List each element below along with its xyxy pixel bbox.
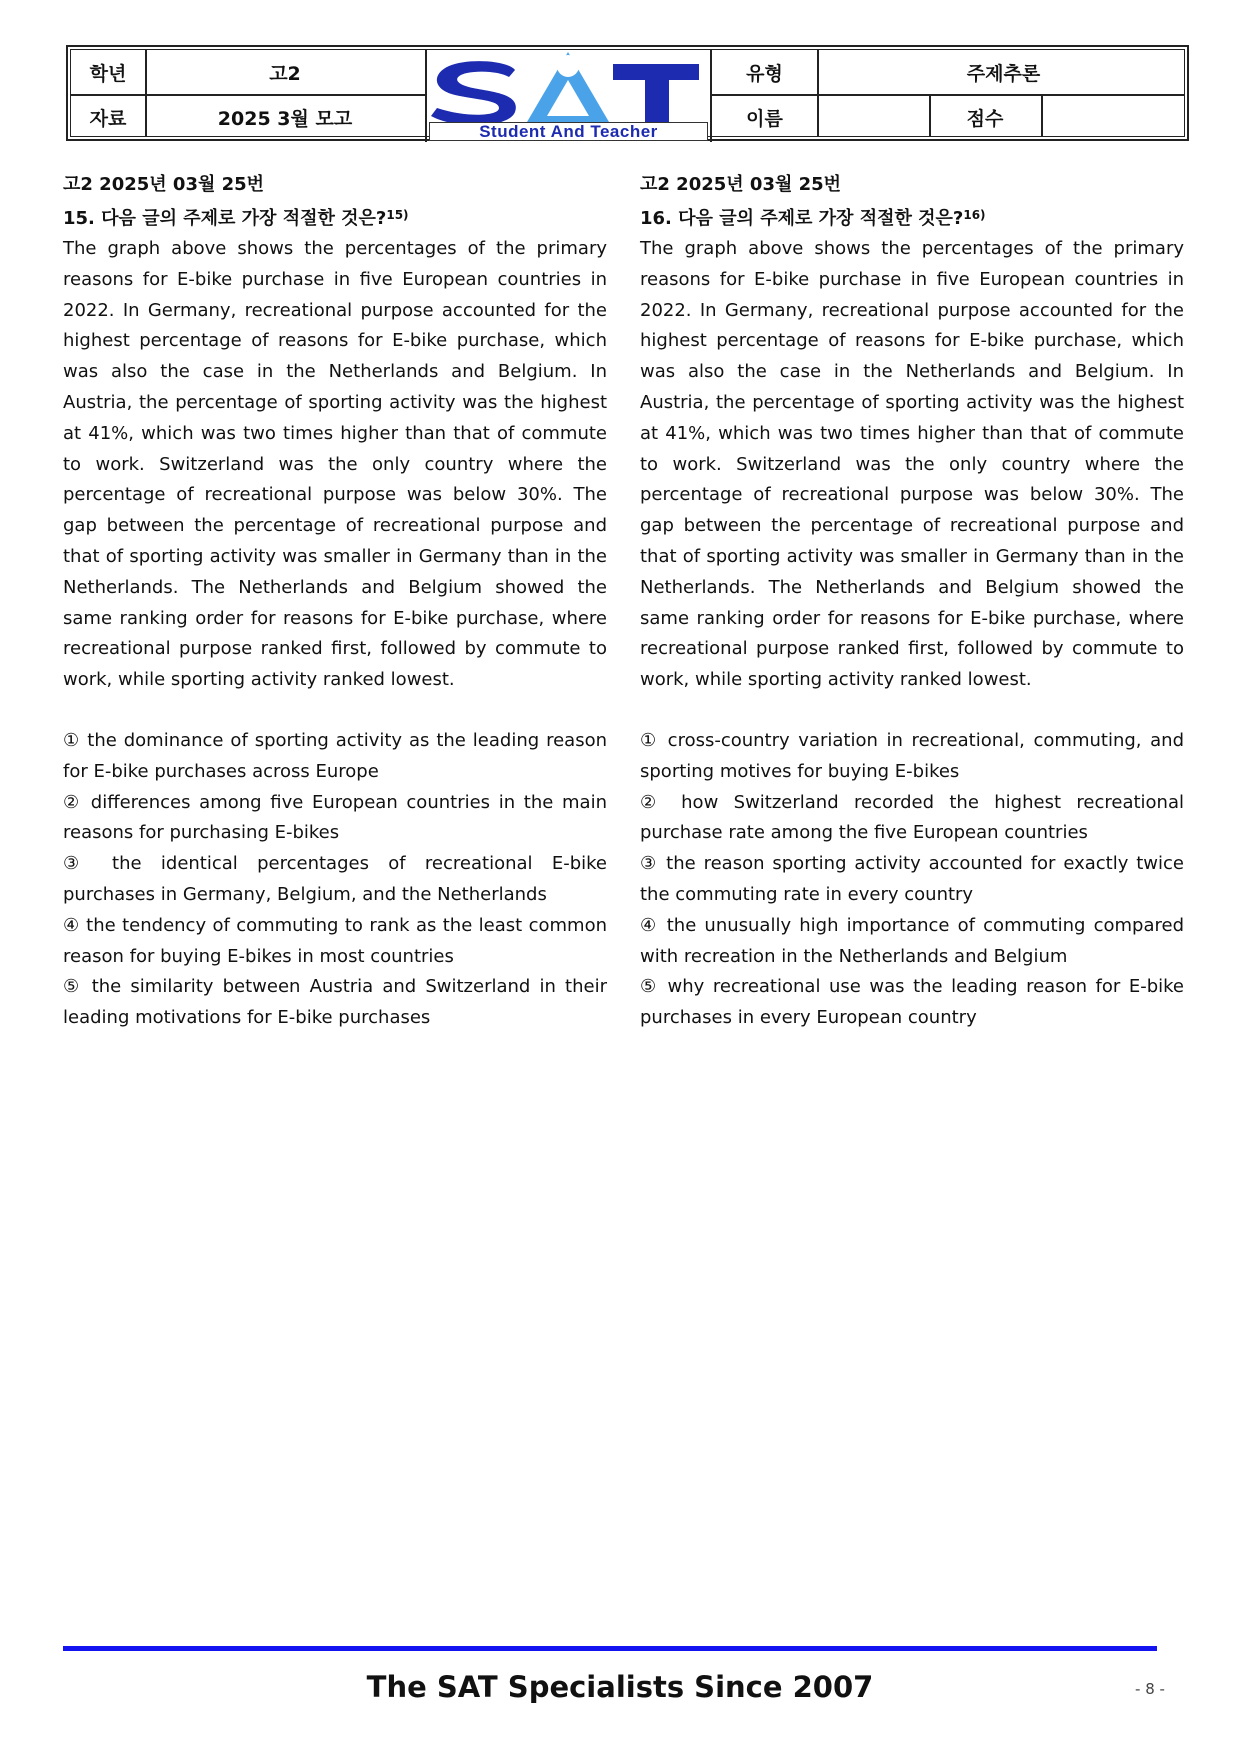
answer-option-4[interactable]: ④ the tendency of commuting to rank as the least common reason for buying E-bikes in most countries [63, 914, 607, 967]
answer-option-1[interactable]: ① the dominance of sporting activity as the leading reason for E-bike purchases across Europe [63, 729, 607, 782]
footer-title: The SAT Specialists Since 2007 [366, 1670, 874, 1704]
logo-letter-s [431, 61, 516, 125]
logo-tagline: Student And Teacher [429, 122, 708, 141]
page-number: - 8 - [1135, 1680, 1165, 1698]
answer-option-1[interactable]: ① cross-country variation in recreational, commuting, and sporting motives for buying E-bikes [640, 729, 1184, 782]
answer-option-4[interactable]: ④ the unusually high importance of commuting compared with recreation in the Netherlands and Belgium [640, 914, 1184, 967]
passage-text: The graph above shows the percentages of the primary reasons for E-bike purchase in five European countries in 2022. In Germany, recreational purpose accounted for the highest percentage of reasons for E-bike purchase, which was also the case in the Netherlands and Belgium. In Austria, the percentage of sporting activity was the highest at 41%, which was two times higher than that of commute to work. Switzerland was the only country where the percentage of recreational purpose was below 30%. The gap between the percentage of recreational purpose and that of sporting activity was smaller in Germany than in the Netherlands. The Netherlands and Belgium showed the same ranking order for reasons for E-bike purchase, where recreational purpose ranked first, followed by commute to work, while sporting activity ranked lowest. [63, 238, 607, 691]
answer-option-5[interactable]: ⑤ why recreational use was the leading reason for E-bike purchases in every European country [640, 976, 1184, 1029]
material-label: 자료 [89, 107, 127, 130]
material-value: 2025 3월 모고 [217, 107, 353, 130]
question-source: 고2 2025년 03월 25번 [63, 174, 265, 195]
name-field[interactable] [817, 94, 929, 140]
header-table-inner [70, 49, 1185, 141]
question-prompt: 15. 다음 글의 주제로 가장 적절한 것은? [63, 208, 387, 229]
footer-divider [63, 1646, 1157, 1651]
type-value: 주제추론 [966, 62, 1041, 85]
grade-value: 고2 [269, 62, 301, 85]
question-title [640, 200, 1184, 234]
answer-option-3[interactable]: ③ the reason sporting activity accounted for exactly twice the commuting rate in every country [640, 853, 1184, 905]
answer-option-2[interactable]: ② differences among five European countries in the main reasons for purchasing E-bikes [63, 791, 607, 844]
score-label: 점수 [966, 107, 1004, 130]
answer-options [63, 726, 607, 1034]
sat-logo [425, 50, 712, 142]
footnote-marker: 16) [963, 208, 986, 222]
footnote-marker: 15) [386, 208, 409, 222]
answer-option-2[interactable]: ② how Switzerland recorded the highest recreational purchase rate among the five European countries [640, 791, 1184, 844]
question-16 [640, 170, 1184, 1034]
answer-option-3[interactable]: ③ the identical percentages of recreational E-bike purchases in Germany, Belgium, and the Netherlands [63, 853, 607, 905]
question-prompt: 16. 다음 글의 주제로 가장 적절한 것은? [640, 208, 964, 229]
header-table [66, 45, 1189, 141]
question-15 [63, 170, 607, 1034]
score-field[interactable] [1041, 94, 1190, 140]
passage-text: The graph above shows the percentages of the primary reasons for E-bike purchase in five European countries in 2022. In Germany, recreational purpose accounted for the highest percentage of reasons for E-bike purchase, which was also the case in the Netherlands and Belgium. In Austria, the percentage of sporting activity was the highest at 41%, which was two times higher than that of commute to work. Switzerland was the only country where the percentage of recreational purpose was below 30%. The gap between the percentage of recreational purpose and that of sporting activity was smaller in Germany than in the Netherlands. The Netherlands and Belgium showed the same ranking order for reasons for E-bike purchase, where recreational purpose ranked first, followed by commute to work, while sporting activity ranked lowest. [640, 238, 1184, 691]
question-source: 고2 2025년 03월 25번 [640, 174, 842, 195]
type-label: 유형 [746, 62, 783, 85]
logo-a-head [557, 55, 579, 77]
logo-letter-t-stem [645, 64, 669, 124]
answer-option-5[interactable]: ⑤ the similarity between Austria and Switzerland in their leading motivations for E-bike purchases [63, 976, 607, 1029]
grade-label: 학년 [89, 62, 127, 85]
answer-options [640, 726, 1184, 1034]
question-title [63, 200, 607, 234]
name-label: 이름 [746, 107, 783, 130]
